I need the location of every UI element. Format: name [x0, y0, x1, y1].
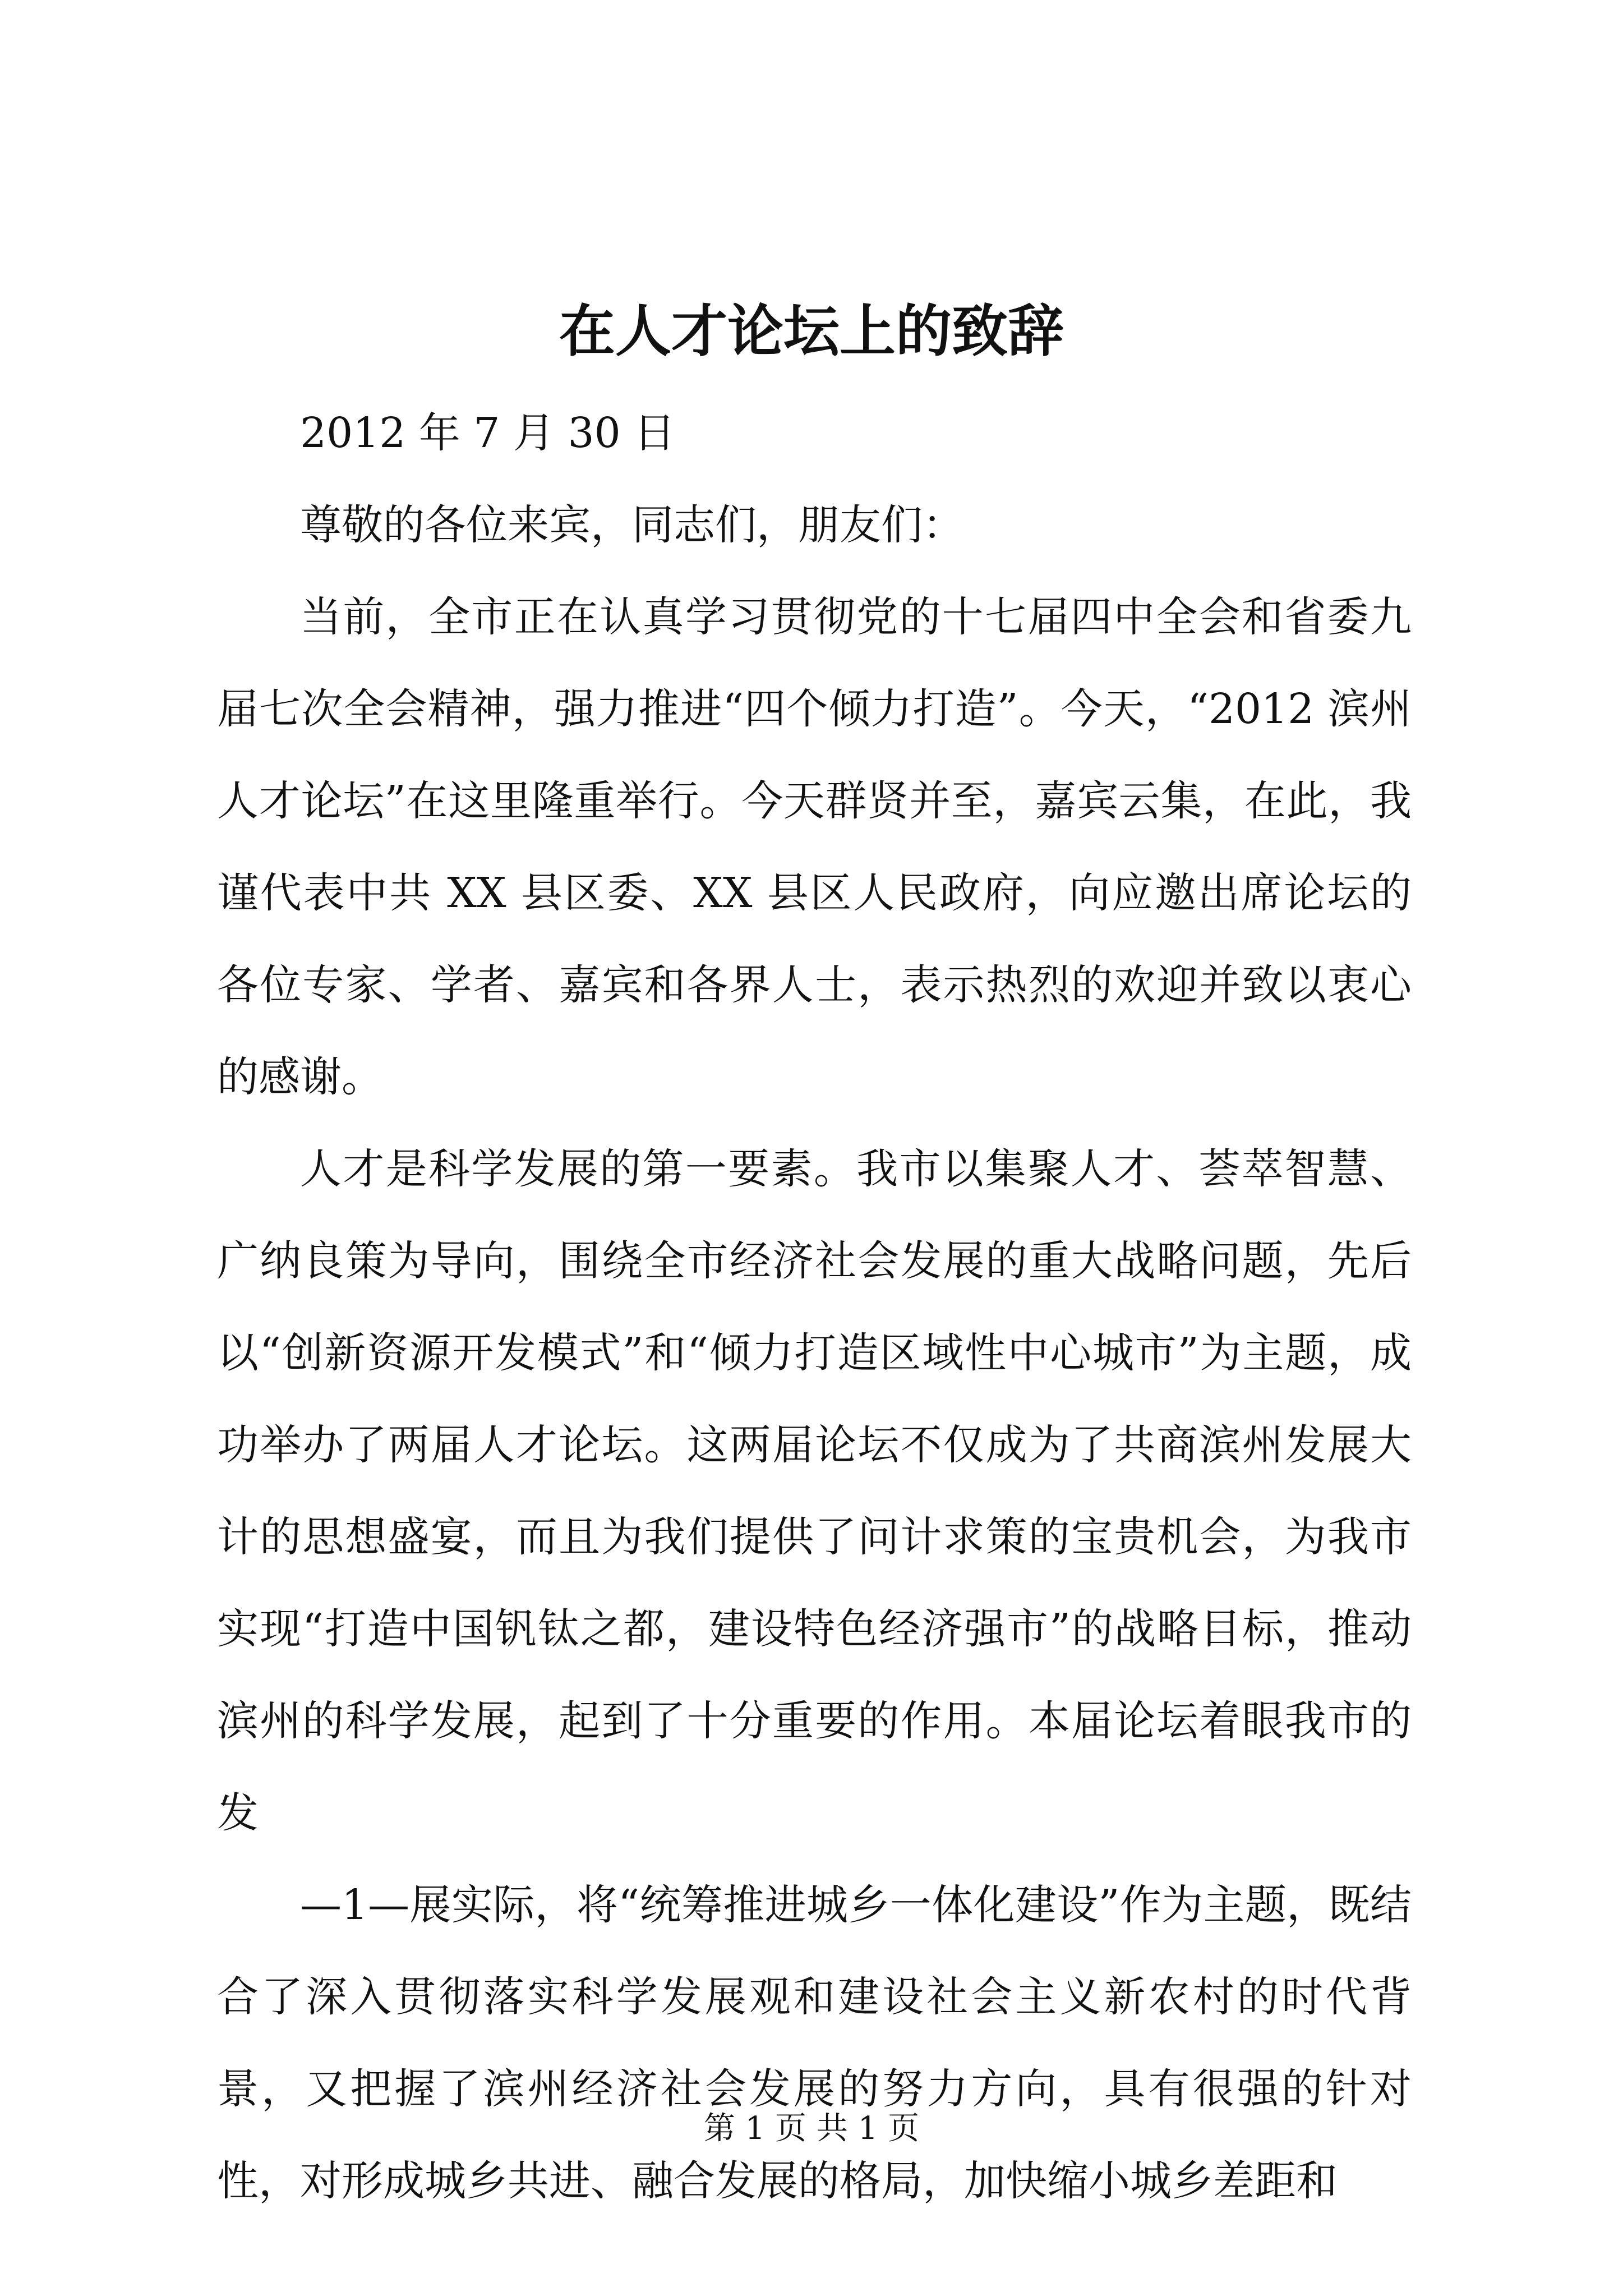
paragraph: 人才是科学发展的第一要素。我市以集聚人才、荟萃智慧、广纳良策为导向，围绕全市经济社会发展的重大战略问题，先后以“创新资源开发模式”和“倾力打造区域性中心城市”为主题，成功举办了两届人才论坛。这两届论坛不仅成为了共商滨州发展大计的思想盛宴，而且为我们提供了问计求策的宝贵机会，为我市实现“打造中国钒钛之都，建设特色经济强市”的战略目标，推动滨州的科学发展，起到了十分重要的作用。本届论坛着眼我市的发	[217, 1145, 1412, 1837]
paragraph: 当前，全市正在认真学习贯彻党的十七届四中全会和省委九届七次全会精神，强力推进“四个倾力打造”。今天，“2012 滨州人才论坛”在这里隆重举行。今天群贤并至，嘉宾云集，在此，我谨代表中共 XX 县区委、XX 县区人民政府，向应邀出席论坛的各位专家、学者、嘉宾和各界人士，表示热烈的欢迎并致以衷心的感谢。	[217, 593, 1412, 1101]
page-footer: 第 1 页 共 1 页	[703, 2110, 920, 2147]
date-line: 2012 年 7 月 30 日	[300, 409, 676, 457]
document-title: 在人才论坛上的致辞	[559, 298, 1064, 364]
document-body	[217, 387, 1412, 2227]
salutation: 尊敬的各位来宾，同志们，朋友们：	[300, 501, 964, 549]
paragraph: —1—展实际，将“统筹推进城乡一体化建设”作为主题，既结合了深入贯彻落实科学发展观和建设社会主义新农村的时代背景，又把握了滨州经济社会发展的努力方向，具有很强的针对性，对形成城乡共进、融合发展的格局，加快缩小城乡差距和	[217, 1881, 1412, 2205]
